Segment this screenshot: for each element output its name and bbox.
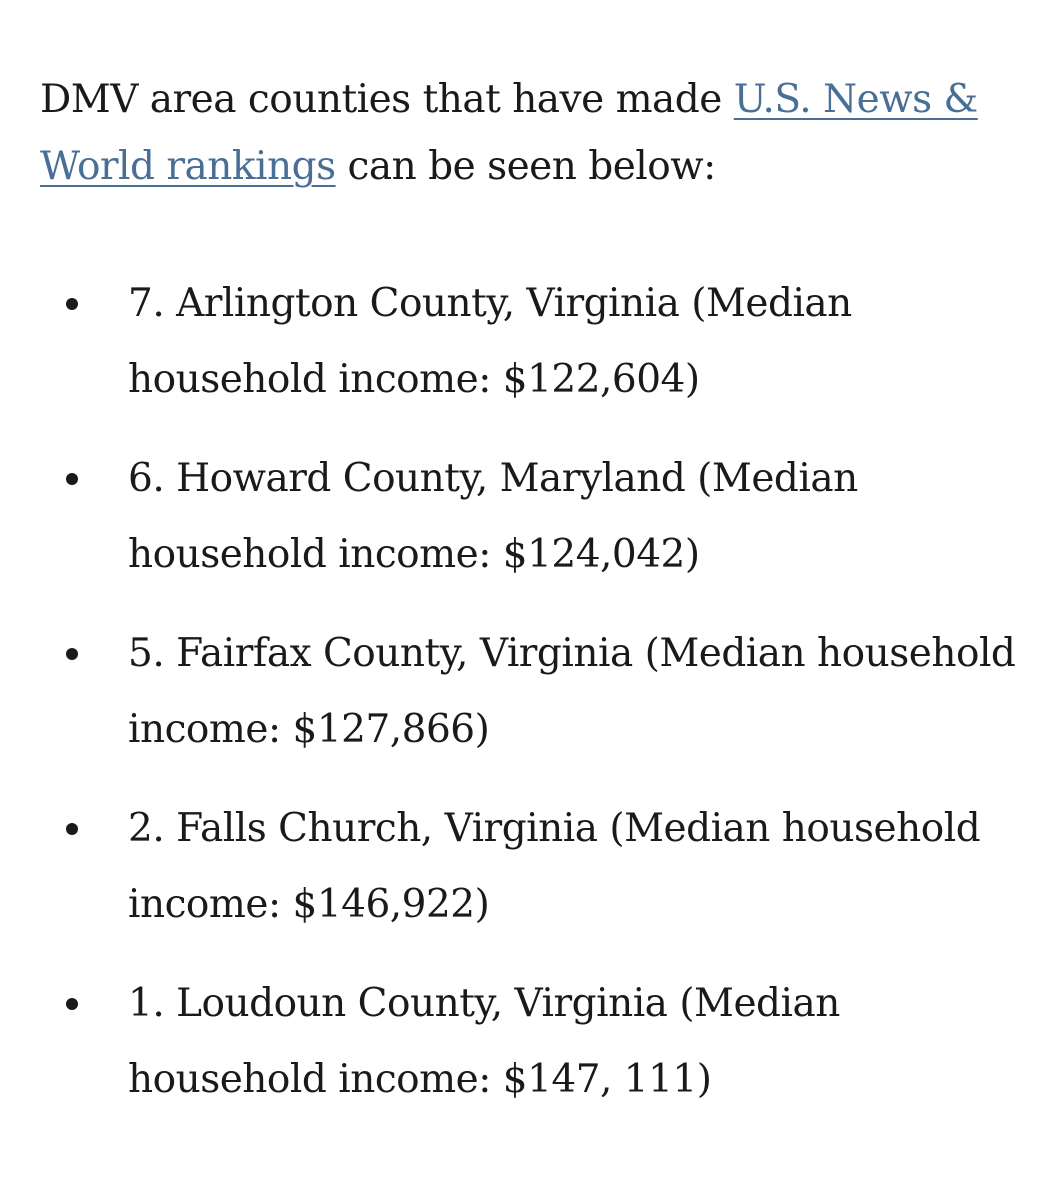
list-item-text: 7. Arlington County, Virginia (Median household income: $122,604)	[128, 281, 852, 402]
list-item-text: 2. Falls Church, Virginia (Median household income: $146,922)	[128, 806, 981, 927]
bullet-icon	[66, 823, 78, 835]
list-item	[40, 441, 1040, 593]
list-item	[40, 791, 1040, 943]
rankings-link[interactable]: U.S. News & World rankings	[40, 77, 978, 189]
intro-text-before: DMV area counties that have made	[40, 77, 734, 122]
intro-text-after: can be seen below:	[335, 144, 716, 189]
bullet-icon	[66, 473, 78, 485]
list-item	[40, 966, 1040, 1118]
bullet-icon	[66, 298, 78, 310]
article-body	[40, 66, 1040, 1102]
bullet-icon	[66, 648, 78, 660]
list-item-text: 5. Fairfax County, Virginia (Median household income: $127,866)	[128, 631, 1016, 752]
list-item	[40, 266, 1040, 418]
county-rankings-list	[40, 266, 1040, 1141]
list-item-text: 1. Loudoun County, Virginia (Median household income: $147, 111)	[128, 981, 840, 1102]
intro-paragraph	[40, 66, 1040, 200]
list-item-text: 6. Howard County, Maryland (Median household income: $124,042)	[128, 456, 858, 577]
list-item	[40, 616, 1040, 768]
bullet-icon	[66, 998, 78, 1010]
